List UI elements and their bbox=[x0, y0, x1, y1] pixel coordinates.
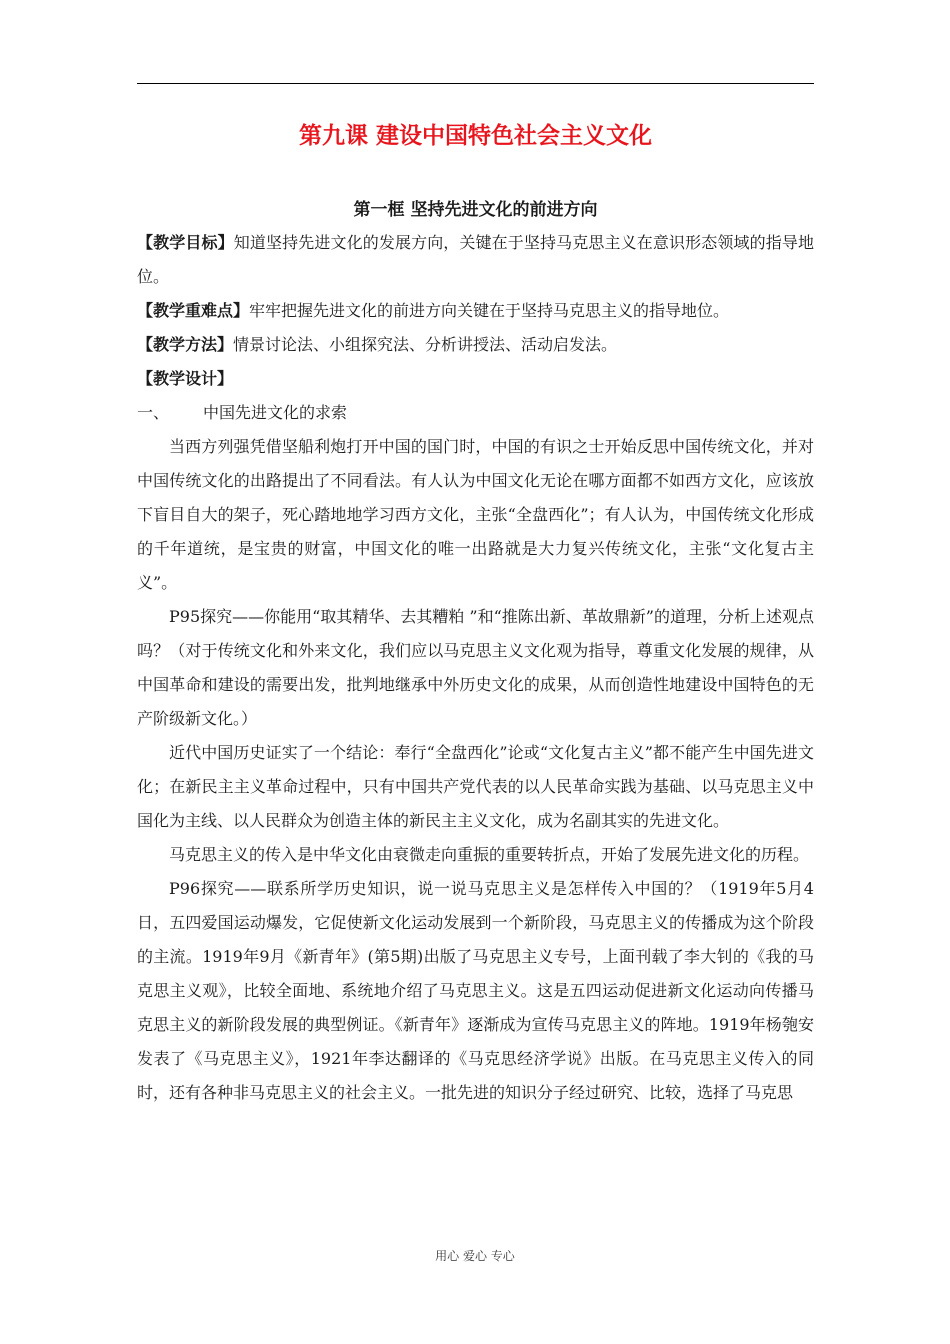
section-number: 一、 bbox=[137, 403, 170, 422]
page-footer: 用心 爱心 专心 bbox=[435, 1249, 515, 1263]
body-paragraph: P96探究——联系所学历史知识，说一说马克思主义是怎样传入中国的？（1919年5月4日，五四爱国运动爆发，它促使新文化运动发展到一个新阶段，马克思主义的传播成为这个阶段的主流。1919年9月《新青年》(第5期)出版了马克思主义专号，上面刊载了李大钊的《我的马克思主义观》，比较全面地、系统地介绍了马克思主义。这是五四运动促进新文化运动向传播马克思主义的新阶段发展的典型例证。《新青年》逐渐成为宣传马克思主义的阵地。1919年杨匏安发表了《马克思主义》，1921年李达翻译的《马克思经济学说》出版。在马克思主义传入的同时，还有各种非马克思主义的社会主义。一批先进的知识分子经过研究、比较，选择了马克思 bbox=[137, 879, 814, 1102]
design-label: 【教学设计】 bbox=[137, 369, 234, 388]
key-points-label: 【教学重难点】 bbox=[137, 301, 250, 320]
header-rule bbox=[137, 83, 814, 84]
body-paragraph: P95探究——你能用“取其精华、去其糟粕 ”和“推陈出新、革故鼎新”的道理，分析上述观点吗？（对于传统文化和外来文化，我们应以马克思主义文化观为指导，尊重文化发展的规律，从中国革命和建设的需要出发，批判地继承中外历史文化的成果，从而创造性地建设中国特色的无产阶级新文化。） bbox=[137, 607, 814, 728]
document-body bbox=[137, 226, 814, 1110]
objectives-paragraph bbox=[137, 226, 814, 294]
methods-text: 情景讨论法、小组探究法、分析讲授法、活动启发法。 bbox=[233, 335, 618, 354]
section-heading-text: 中国先进文化的求索 bbox=[203, 403, 348, 422]
objectives-text: 知道坚持先进文化的发展方向，关键在于坚持马克思主义在意识形态领域的指导地位。 bbox=[137, 233, 814, 286]
body-paragraph: 当西方列强凭借坚船利炮打开中国的国门时，中国的有识之士开始反思中国传统文化，并对中国传统文化的出路提出了不同看法。有人认为中国文化无论在哪方面都不如西方文化，应该放下盲目自大的架子，死心踏地地学习西方文化，主张“全盘西化”；有人认为，中国传统文化形成的千年道统，是宝贵的财富，中国文化的唯一出路就是大力复兴传统文化，主张“文化复古主义”。 bbox=[137, 437, 814, 592]
methods-label: 【教学方法】 bbox=[137, 335, 234, 354]
section-heading bbox=[137, 396, 814, 430]
lesson-title: 第九课 建设中国特色社会主义文化 bbox=[298, 123, 652, 149]
body-paragraph: 近代中国历史证实了一个结论：奉行“全盘西化”论或“文化复古主义”都不能产生中国先进文化；在新民主主义革命过程中，只有中国共产党代表的以人民革命实践为基础、以马克思主义中国化为主线、以人民群众为创造主体的新民主主义文化，成为名副其实的先进文化。 bbox=[137, 743, 814, 830]
body-paragraph: 马克思主义的传入是中华文化由衰微走向重振的重要转折点，开始了发展先进文化的历程。 bbox=[169, 845, 810, 864]
objectives-label: 【教学目标】 bbox=[137, 233, 234, 252]
key-points-paragraph bbox=[137, 294, 814, 328]
section-subtitle: 第一框 坚持先进文化的前进方向 bbox=[353, 200, 598, 220]
methods-paragraph bbox=[137, 328, 814, 362]
key-points-text: 牢牢把握先进文化的前进方向关键在于坚持马克思主义的指导地位。 bbox=[249, 301, 730, 320]
design-heading bbox=[137, 362, 814, 396]
